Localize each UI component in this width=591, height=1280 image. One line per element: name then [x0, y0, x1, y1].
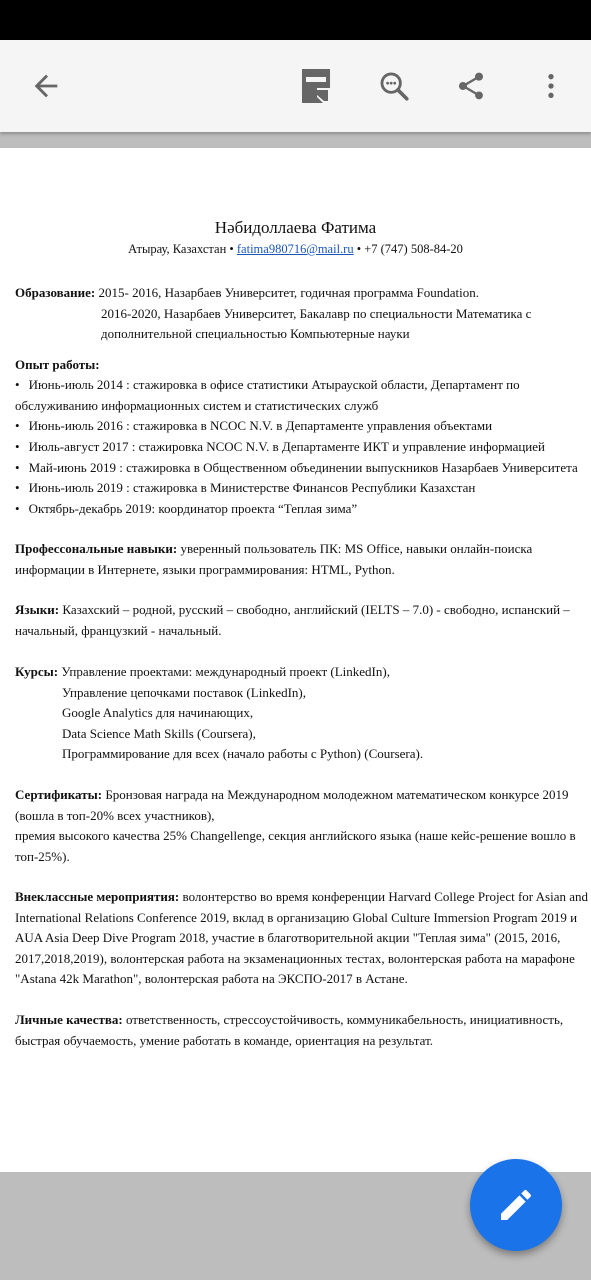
personal-label: Личные качества:: [15, 1012, 123, 1027]
contact-phone: • +7 (747) 508-84-20: [353, 242, 463, 256]
bullet-icon: •: [15, 418, 20, 433]
extracurricular-line-2: International Relations Conference 2019, вклад в организацию Global Culture Immersion Program 2019 и: [15, 910, 578, 925]
contact-location: Атырау, Казахстан •: [128, 242, 237, 256]
certificates-line-3: премия высокого качества 25% Changellenge, секция английского языка (наше кейс-решение вошло в: [15, 828, 576, 843]
experience-item-5: • Июнь-июль 2019 : стажировка в Министерстве Финансов Республики Казахстан: [15, 480, 476, 495]
course-item: Data Science Math Skills (Coursera),: [62, 726, 256, 741]
edit-pencil-icon: [496, 1185, 536, 1225]
certificates-line-4: топ-25%).: [15, 849, 70, 864]
more-options-button[interactable]: [531, 66, 571, 106]
back-button[interactable]: [26, 66, 66, 106]
document-page[interactable]: [0, 148, 591, 1172]
bullet-icon: •: [15, 377, 20, 392]
certificates-label: Сертификаты:: [15, 787, 103, 802]
bullet-icon: •: [15, 501, 20, 516]
edit-fab-button[interactable]: [470, 1159, 562, 1251]
experience-item-1-cont: обслуживанию информационных систем и статистических служб: [15, 398, 379, 413]
bullet-icon: •: [15, 480, 20, 495]
page-layout-icon: [301, 68, 331, 104]
skills-label: Профессональные навыки:: [15, 541, 178, 556]
certificates-text-1: Бронзовая награда на Международном молодежном математическом конкурсе 2019: [102, 787, 569, 802]
extracurricular-line-4: 2017,2018,2019), волонтерская работа на экзаменационных тестах, волонтерская работа на марафоне: [15, 951, 575, 966]
education-line-1: [15, 283, 479, 304]
courses-line-1: [15, 662, 390, 683]
bullet-icon: •: [15, 439, 20, 454]
skills-line-2: информации в Интернете, языки программирования: HTML, Python.: [15, 562, 395, 577]
app-toolbar: [0, 40, 591, 132]
education-text-1: 2015- 2016, Назарбаев Университет, годичная программа Foundation.: [98, 285, 480, 300]
personal-line-2: быстрая обучаемость, умение работать в команде, ориентация на результат.: [15, 1033, 434, 1048]
certificates-line-1: [15, 785, 569, 806]
extracurricular-label: Внеклассные мероприятия:: [15, 889, 180, 904]
languages-text-1: Казахский – родной, русский – свободно, английский (IELTS – 7.0) - свободно, испанский –: [59, 602, 570, 617]
education-label: Образование:: [15, 285, 96, 300]
personal-text-1: ответственность, стрессоустойчивость, коммуникабельность, инициативность,: [122, 1012, 564, 1027]
languages-label: Языки:: [15, 602, 60, 617]
more-vert-icon: [535, 70, 567, 102]
extracurricular-text-1: волонтерство во время конференции Harvard College Project for Asian and: [179, 889, 588, 904]
certificates-line-2: (вошла в топ-20% всех участников),: [15, 808, 215, 823]
experience-item-2: • Июнь-июль 2016 : стажировка в NCOC N.V. в Департаменте управления объектами: [15, 418, 493, 433]
extracurricular-line-1: [15, 887, 588, 908]
experience-item-6: • Октябрь-декабрь 2019: координатор проекта “Теплая зима”: [15, 501, 358, 516]
search-button[interactable]: [374, 66, 414, 106]
page-layout-button[interactable]: [296, 66, 336, 106]
course-item: Управление проектами: международный проект (LinkedIn),: [61, 664, 390, 679]
email-link[interactable]: fatima980716@mail.ru: [236, 242, 354, 256]
resume-name: Нәбидоллаева Фатима: [214, 218, 377, 237]
course-item: Google Analytics для начинающих,: [62, 705, 254, 720]
skills-text-1: уверенный пользователь ПК: MS Office, навыки онлайн-поиска: [177, 541, 533, 556]
experience-item-4: • Май-июнь 2019 : стажировка в Общественном объединении выпускников Назарбаев Университета: [15, 460, 578, 475]
extracurricular-line-3: AUA Asia Deep Dive Program 2018, участие в благотворительной акции "Теплая зима" (2015, 2016,: [15, 930, 561, 945]
experience-item-1: • Июнь-июль 2014 : стажировка в офисе статистики Атырауской области, Департамент по: [15, 377, 520, 392]
resume-contact: [0, 242, 591, 257]
skills-line-1: [15, 539, 532, 560]
education-line-2: 2016-2020, Назарбаев Университет, Бакалавр по специальности Математика с: [101, 306, 532, 321]
share-icon: [455, 70, 487, 102]
course-item: Программирование для всех (начало работы с Python) (Coursera).: [62, 746, 424, 761]
languages-line-2: начальный, французкий - начальный.: [15, 623, 222, 638]
status-bar: [0, 0, 591, 40]
course-item: Управление цепочками поставок (LinkedIn),: [62, 685, 306, 700]
courses-label: Курсы:: [15, 664, 59, 679]
education-line-3: дополнительной специальностью Компьютерные науки: [101, 326, 410, 341]
arrow-back-icon: [29, 69, 63, 103]
languages-line-1: [15, 600, 570, 621]
bullet-icon: •: [15, 460, 20, 475]
experience-item-3: • Июль-август 2017 : стажировка NCOC N.V. в Департаменте ИКТ и управление информацией: [15, 439, 545, 454]
experience-label: Опыт работы:: [15, 357, 100, 372]
zoom-search-icon: [377, 69, 411, 103]
personal-line-1: [15, 1010, 563, 1031]
extracurricular-line-5: "Astana 42k Marathon", волонтерская работа на ЭКСПО-2017 в Астане.: [15, 971, 408, 986]
share-button[interactable]: [451, 66, 491, 106]
